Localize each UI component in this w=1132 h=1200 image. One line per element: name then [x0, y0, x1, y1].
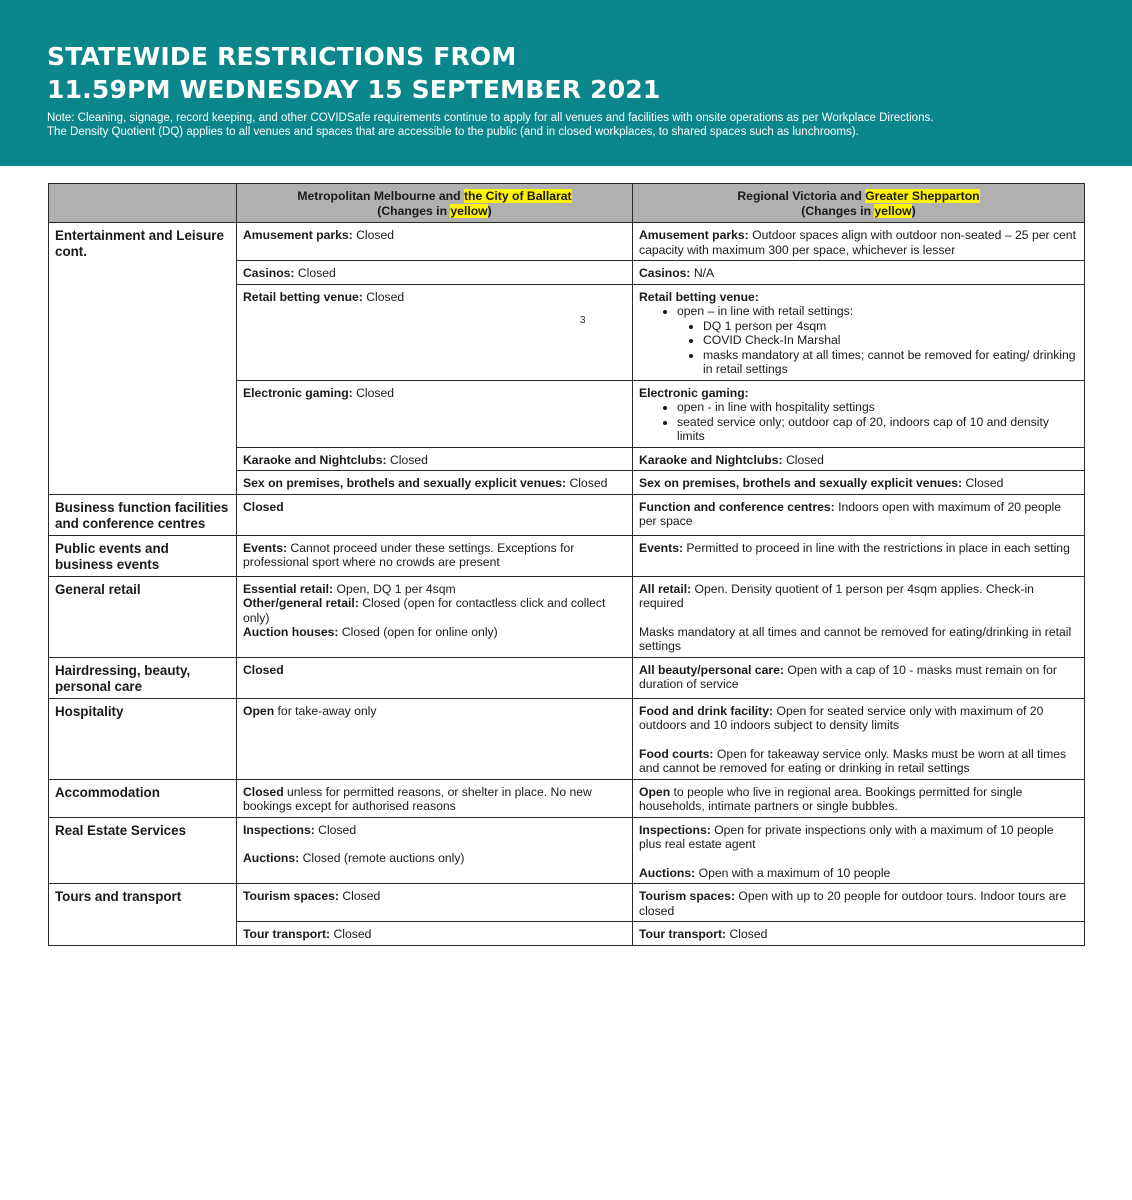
metro-cell: Open for take-away only: [237, 698, 633, 779]
table-row: [49, 494, 1085, 535]
table-header-row: [49, 184, 1085, 223]
table-row: [49, 535, 1085, 576]
metro-cell: Karaoke and Nightclubs: Closed: [237, 447, 633, 471]
bullet-list: [639, 400, 1078, 444]
category-hospitality: Hospitality: [49, 698, 237, 779]
header-regional: Regional Victoria and Greater Shepparton (Changes in yellow): [633, 184, 1085, 223]
metro-cell: Closed: [237, 657, 633, 698]
regional-cell: Retail betting venue: • open – in line with retail settings: • DQ 1 person per 4sqm • COVID Check-In Marshal • masks mandatory at all times; cannot be removed for eating/ drinking in retail settings: [633, 284, 1085, 380]
category-public-events: Public events and business events: [49, 535, 237, 576]
category-entertainment: Entertainment and Leisure cont.: [49, 223, 237, 495]
metro-cell: Electronic gaming: Closed: [237, 380, 633, 447]
metro-cell: Sex on premises, brothels and sexually explicit venues: Closed: [237, 471, 633, 495]
metro-cell: Retail betting venue: Closed: [237, 284, 633, 380]
metro-cell: Inspections: Closed Auctions: Closed (remote auctions only): [237, 817, 633, 884]
regional-cell: All beauty/personal care: Open with a cap of 10 - masks must remain on for duration of service: [633, 657, 1085, 698]
table-row: [49, 223, 1085, 261]
list-item: • DQ 1 person per 4sqm: [703, 319, 1078, 334]
category-business: Business function facilities and conference centres: [49, 494, 237, 535]
header-metro: Metropolitan Melbourne and the City of Ballarat (Changes in yellow): [237, 184, 633, 223]
regional-cell: Events: Permitted to proceed in line with the restrictions in place in each setting: [633, 535, 1085, 576]
sub-bullet-list: [677, 319, 1078, 377]
category-accommodation: Accommodation: [49, 779, 237, 817]
metro-cell: Events: Cannot proceed under these settings. Exceptions for professional sport where no crowds are present: [237, 535, 633, 576]
regional-cell: Karaoke and Nightclubs: Closed: [633, 447, 1085, 471]
header-blank-cell: [49, 184, 237, 223]
list-item: • masks mandatory at all times; cannot be removed for eating/ drinking in retail settings: [703, 348, 1078, 377]
category-retail: General retail: [49, 576, 237, 657]
table-row: [49, 657, 1085, 698]
note-text: Note: Cleaning, signage, record keeping, and other COVIDSafe requirements continue to apply for all venues and facilities with onsite operations as per Workplace Directions. The Density Quotient (DQ) applies to all venues and spaces that are accessible to the public (and in closed workplaces, to shared spaces such as lunchrooms).: [47, 112, 934, 138]
table-row: [49, 884, 1085, 922]
category-tours: Tours and transport: [49, 884, 237, 946]
table-row: [49, 576, 1085, 657]
page-number: 3: [580, 315, 586, 326]
list-item: • open – in line with retail settings: • DQ 1 person per 4sqm • COVID Check-In Marshal • masks mandatory at all times; cannot be removed for eating/ drinking in retail settings: [677, 304, 1078, 377]
bullet-list: [639, 304, 1078, 377]
regional-cell: Open to people who live in regional area. Bookings permitted for single households, intimate partners or single bubbles.: [633, 779, 1085, 817]
regional-cell: Inspections: Open for private inspections only with a maximum of 10 people plus real estate agent Auctions: Open with a maximum of 10 people: [633, 817, 1085, 884]
regional-cell: Food and drink facility: Open for seated service only with maximum of 20 outdoors and 10 indoors subject to density limits Food courts: Open for takeaway service only. Masks must be worn at all times and cannot be removed for eating or drinking in retail settings: [633, 698, 1085, 779]
restrictions-table: [48, 183, 1085, 946]
list-item: • seated service only; outdoor cap of 20, indoors cap of 10 and density limits: [677, 415, 1078, 444]
metro-cell: Closed unless for permitted reasons, or shelter in place. No new bookings except for authorised reasons: [237, 779, 633, 817]
metro-cell: Tour transport: Closed: [237, 922, 633, 946]
page-title: [47, 40, 660, 106]
list-item: • open - in line with hospitality settings: [677, 400, 1078, 415]
regional-cell: Amusement parks: Outdoor spaces align with outdoor non-seated – 25 per cent capacity with maximum 300 per space, whichever is lesser: [633, 223, 1085, 261]
metro-cell: Closed: [237, 494, 633, 535]
table-row: [49, 698, 1085, 779]
regional-cell: Tour transport: Closed: [633, 922, 1085, 946]
regional-cell: Sex on premises, brothels and sexually explicit venues: Closed: [633, 471, 1085, 495]
metro-cell: Essential retail: Open, DQ 1 per 4sqm Other/general retail: Closed (open for contactless click and collect only) Auction houses: Closed (open for online only): [237, 576, 633, 657]
regional-cell: Function and conference centres: Indoors open with maximum of 20 people per space: [633, 494, 1085, 535]
title-line-1: STATEWIDE RESTRICTIONS FROM: [47, 42, 517, 71]
title-line-2: 11.59PM WEDNESDAY 15 SEPTEMBER 2021: [47, 75, 661, 104]
table-row: [49, 779, 1085, 817]
regional-cell: Tourism spaces: Open with up to 20 people for outdoor tours. Indoor tours are closed: [633, 884, 1085, 922]
regional-cell: Electronic gaming: • open - in line with hospitality settings • seated service only; outdoor cap of 20, indoors cap of 10 and density limits: [633, 380, 1085, 447]
metro-cell: Amusement parks: Closed: [237, 223, 633, 261]
category-real-estate: Real Estate Services: [49, 817, 237, 884]
list-item: • COVID Check-In Marshal: [703, 333, 1078, 348]
metro-cell: Tourism spaces: Closed: [237, 884, 633, 922]
category-hair: Hairdressing, beauty, personal care: [49, 657, 237, 698]
table-row: [49, 817, 1085, 884]
regional-cell: Casinos: N/A: [633, 261, 1085, 285]
regional-cell: All retail: Open. Density quotient of 1 person per 4sqm applies. Check-in required Masks mandatory at all times and cannot be removed for eating/drinking in retail settings: [633, 576, 1085, 657]
header-banner: [0, 0, 1132, 166]
metro-cell: Casinos: Closed: [237, 261, 633, 285]
